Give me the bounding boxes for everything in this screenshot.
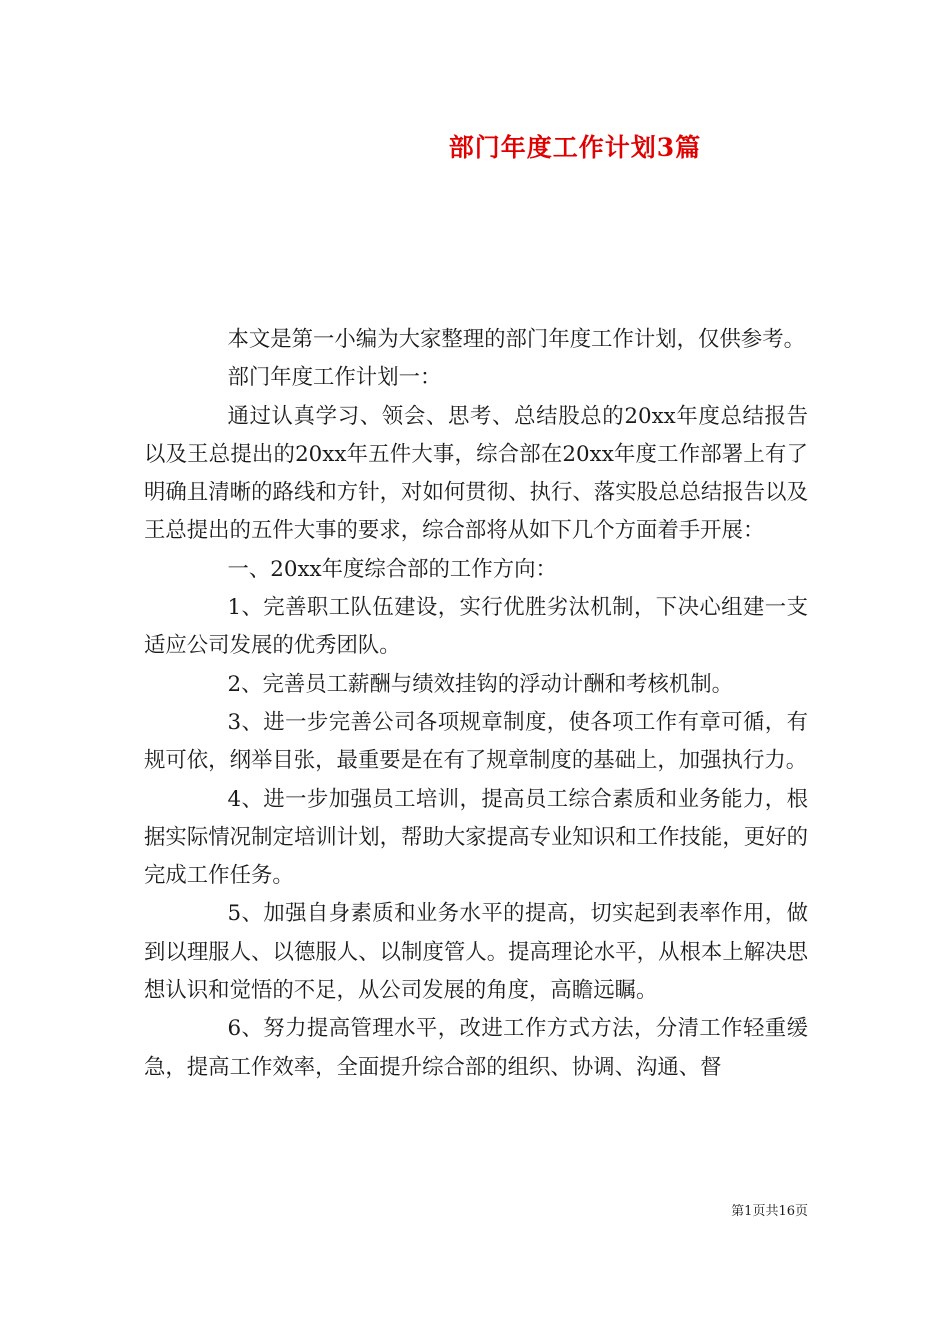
- paragraph-intro: 本文是第一小编为大家整理的部门年度工作计划，仅供参考。: [227, 327, 806, 352]
- page-number-footer: 第1页共16页: [731, 1204, 808, 1219]
- document-body: [144, 321, 808, 1087]
- paragraph-plan-heading: 部门年度工作计划一：: [227, 365, 442, 391]
- paragraph-item-2: 2、完善员工薪酬与绩效挂钩的浮动计酬和考核机制。: [227, 671, 734, 697]
- paragraph-item-3: 3、进一步完善公司各项规章制度，使各项工作有章可循，有规可依，纲举目张，最重要是在有了规章制度的基础上，加强执行力。: [144, 709, 808, 774]
- paragraph-item-1: 1、完善职工队伍建设，实行优胜劣汰机制，下决心组建一支适应公司发展的优秀团队。: [144, 595, 808, 659]
- paragraph-item-6: 6、努力提高管理水平，改进工作方式方法，分清工作轻重缓急，提高工作效率，全面提升综合部的组织、协调、沟通、督: [144, 1016, 808, 1080]
- paragraph-section-heading: 一、20xx年度综合部的工作方向：: [227, 556, 557, 582]
- paragraph-overview: 通过认真学习、领会、思考、总结股总的20xx年度总结报告以及王总提出的20xx年五件大事，综合部在20xx年度工作部署上有了明确且清晰的路线和方针，对如何贯彻、执行、落实股总总结报告以及王总提出的五件大事的要求，综合部将从如下几个方面着手开展：: [144, 403, 808, 544]
- document-title: 部门年度工作计划3篇: [448, 133, 702, 162]
- paragraph-item-5: 5、加强自身素质和业务水平的提高，切实起到表率作用，做到以理服人、以德服人、以制度管人。提高理论水平，从根本上解决思想认识和觉悟的不足，从公司发展的角度，高瞻远瞩。: [144, 901, 808, 1004]
- paragraph-item-4: 4、进一步加强员工培训，提高员工综合素质和业务能力，根据实际情况制定培训计划，帮助大家提高专业知识和工作技能，更好的完成工作任务。: [144, 786, 808, 889]
